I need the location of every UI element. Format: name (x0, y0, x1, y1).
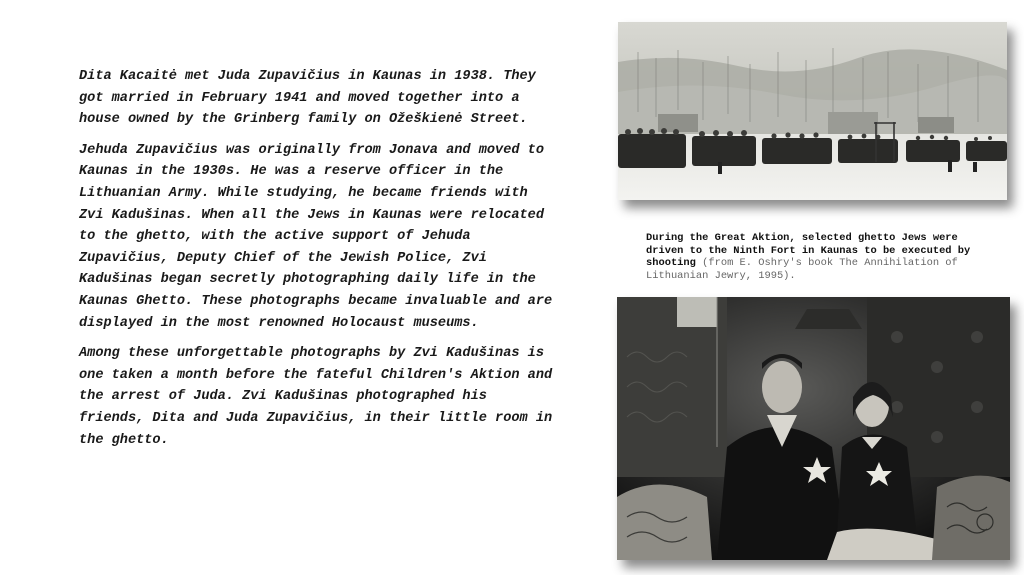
caption-bold-text: During the Great Aktion, selected ghetto Jews were driven to the Ninth Fort in Kaunas to be executed by shooting (646, 232, 971, 269)
body-text (79, 66, 559, 460)
caption-source-text: (from E. Oshry's book The Annihilation of Lithuanian Jewry, 1995). (646, 257, 958, 282)
paragraph-meeting: Dita Kacaitė met Juda Zupavičius in Kaunas in 1938. They got married in February 1941 and moved together into a house owned by the Grinberg family on Ožeškienė Street. (79, 69, 536, 128)
paragraph-photograph: Among these unforgettable photographs by Zvi Kadušinas is one taken a month before the fateful Children's Aktion and the arrest of Juda. Zvi Kadušinas photographed his friends, Dita and Juda Zupavičius, in their little room in the ghetto. (79, 346, 553, 448)
ghetto-column-photo (618, 22, 1007, 200)
photo-caption (646, 232, 986, 282)
couple-in-room-image (617, 297, 1010, 560)
paragraph-background: Jehuda Zupavičius was originally from Jonava and moved to Kaunas in the 1930s. He was a reserve officer in the Lithuanian Army. While studying, he became friends with Zvi Kadušinas. When all the Jews in Kaunas were relocated to the ghetto, with the active support of Jehuda Zupavičius, Deputy Chief of the Jewish Police, Zvi Kadušinas began secretly photographing daily life in the Kaunas Ghetto. These photographs became invaluable and are displayed in the most renowned Holocaust museums. (79, 142, 553, 331)
couple-in-room-photo (617, 297, 1010, 560)
ghetto-column-image (618, 22, 1007, 200)
